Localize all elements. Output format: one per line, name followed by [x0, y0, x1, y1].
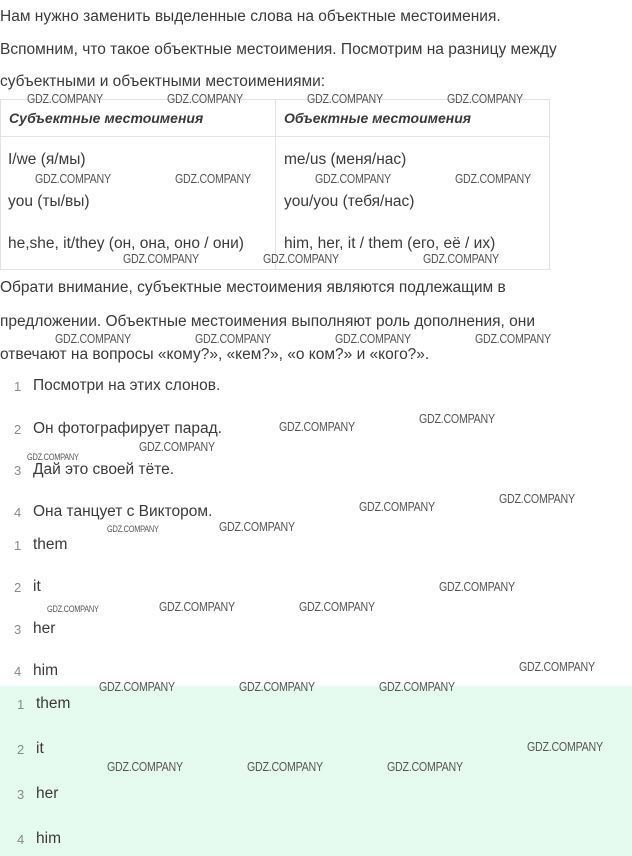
watermark: GDZ.COMPANY — [139, 439, 215, 454]
list-item: it — [33, 578, 41, 595]
watermark: GDZ.COMPANY — [175, 171, 251, 186]
watermark: GDZ.COMPANY — [447, 91, 523, 106]
list-item: Она танцует с Виктором. — [33, 503, 213, 520]
watermark: GDZ.COMPANY — [279, 419, 355, 434]
watermark: GDZ.COMPANY — [419, 411, 495, 426]
object-pronoun-1: me/us (меня/нас) — [284, 151, 407, 168]
watermark: GDZ.COMPANY — [263, 251, 339, 266]
list-item: them — [36, 695, 71, 712]
watermark: GDZ.COMPANY — [315, 171, 391, 186]
note-line-1: Обрати внимание, субъектные местоимения являются подлежащим в — [0, 279, 506, 296]
table-cell-object — [276, 137, 550, 270]
list-item: him — [36, 830, 61, 847]
list-item-number: 1 — [14, 379, 22, 394]
list-item-number: 3 — [17, 787, 25, 802]
list-item: it — [36, 740, 44, 757]
watermark: GDZ.COMPANY — [359, 499, 435, 514]
intro-line-3: субъектными и объектными местоимениями: — [0, 73, 326, 90]
watermark: GDZ.COMPANY — [387, 759, 463, 774]
watermark: GDZ.COMPANY — [299, 599, 375, 614]
watermark: GDZ.COMPANY — [195, 331, 271, 346]
list-item: her — [36, 785, 59, 802]
subject-pronoun-3: he,she, it/they (он, она, оно / они) — [8, 235, 244, 252]
watermark: GDZ.COMPANY — [307, 91, 383, 106]
watermark: GDZ.COMPANY — [107, 759, 183, 774]
watermark: GDZ.COMPANY — [455, 171, 531, 186]
watermark: GDZ.COMPANY — [239, 679, 315, 694]
list-item-number: 2 — [14, 422, 22, 437]
watermark: GDZ.COMPANY — [35, 171, 111, 186]
watermark: GDZ.COMPANY — [107, 524, 159, 534]
list-item: Посмотри на этих слонов. — [33, 377, 221, 394]
watermark: GDZ.COMPANY — [379, 679, 455, 694]
watermark: GDZ.COMPANY — [167, 91, 243, 106]
watermark: GDZ.COMPANY — [527, 739, 603, 754]
table-header-subject: Субъектные местоимения — [1, 100, 276, 137]
watermark: GDZ.COMPANY — [499, 491, 575, 506]
list-item-number: 2 — [14, 580, 22, 595]
watermark: GDZ.COMPANY — [27, 91, 103, 106]
watermark: GDZ.COMPANY — [519, 659, 595, 674]
list-item: Он фотографирует парад. — [33, 420, 222, 437]
list-item: her — [33, 620, 56, 637]
list-item-number: 4 — [17, 832, 25, 847]
list-item-number: 3 — [14, 622, 22, 637]
subject-pronoun-2: you (ты/вы) — [8, 193, 90, 210]
watermark: GDZ.COMPANY — [423, 251, 499, 266]
table-cell-subject — [1, 137, 276, 270]
list-item-number: 1 — [14, 538, 22, 553]
list-item-number: 1 — [17, 697, 25, 712]
list-item-number: 2 — [17, 742, 25, 757]
list-item-number: 4 — [14, 664, 22, 679]
list-item-number: 3 — [14, 463, 22, 478]
watermark: GDZ.COMPANY — [99, 679, 175, 694]
watermark: GDZ.COMPANY — [123, 251, 199, 266]
note-line-3: отвечают на вопросы «кому?», «кем?», «о ком?» и «кого?». — [0, 346, 430, 363]
object-pronoun-2: you/you (тебя/нас) — [284, 193, 415, 210]
object-pronoun-3: him, her, it / them (его, её / их) — [284, 235, 496, 252]
watermark: GDZ.COMPANY — [47, 604, 99, 614]
watermark: GDZ.COMPANY — [439, 579, 515, 594]
list-item: them — [33, 536, 68, 553]
list-item-number: 4 — [14, 505, 22, 520]
watermark: GDZ.COMPANY — [55, 331, 131, 346]
watermark: GDZ.COMPANY — [159, 599, 235, 614]
note-line-2: предложении. Объектные местоимения выполняют роль дополнения, они — [0, 313, 535, 330]
intro-line-1: Нам нужно заменить выделенные слова на объектные местоимения. — [0, 8, 501, 25]
table-header-object: Объектные местоимения — [276, 100, 550, 137]
watermark: GDZ.COMPANY — [27, 452, 79, 462]
watermark: GDZ.COMPANY — [335, 331, 411, 346]
intro-line-2: Вспомним, что такое объектные местоимения. Посмотрим на разницу между — [0, 41, 557, 58]
watermark: GDZ.COMPANY — [247, 759, 323, 774]
subject-pronoun-1: I/we (я/мы) — [8, 151, 86, 168]
watermark: GDZ.COMPANY — [475, 331, 551, 346]
list-item: Дай это своей тёте. — [33, 461, 175, 478]
watermark: GDZ.COMPANY — [219, 519, 295, 534]
list-item: him — [33, 662, 58, 679]
